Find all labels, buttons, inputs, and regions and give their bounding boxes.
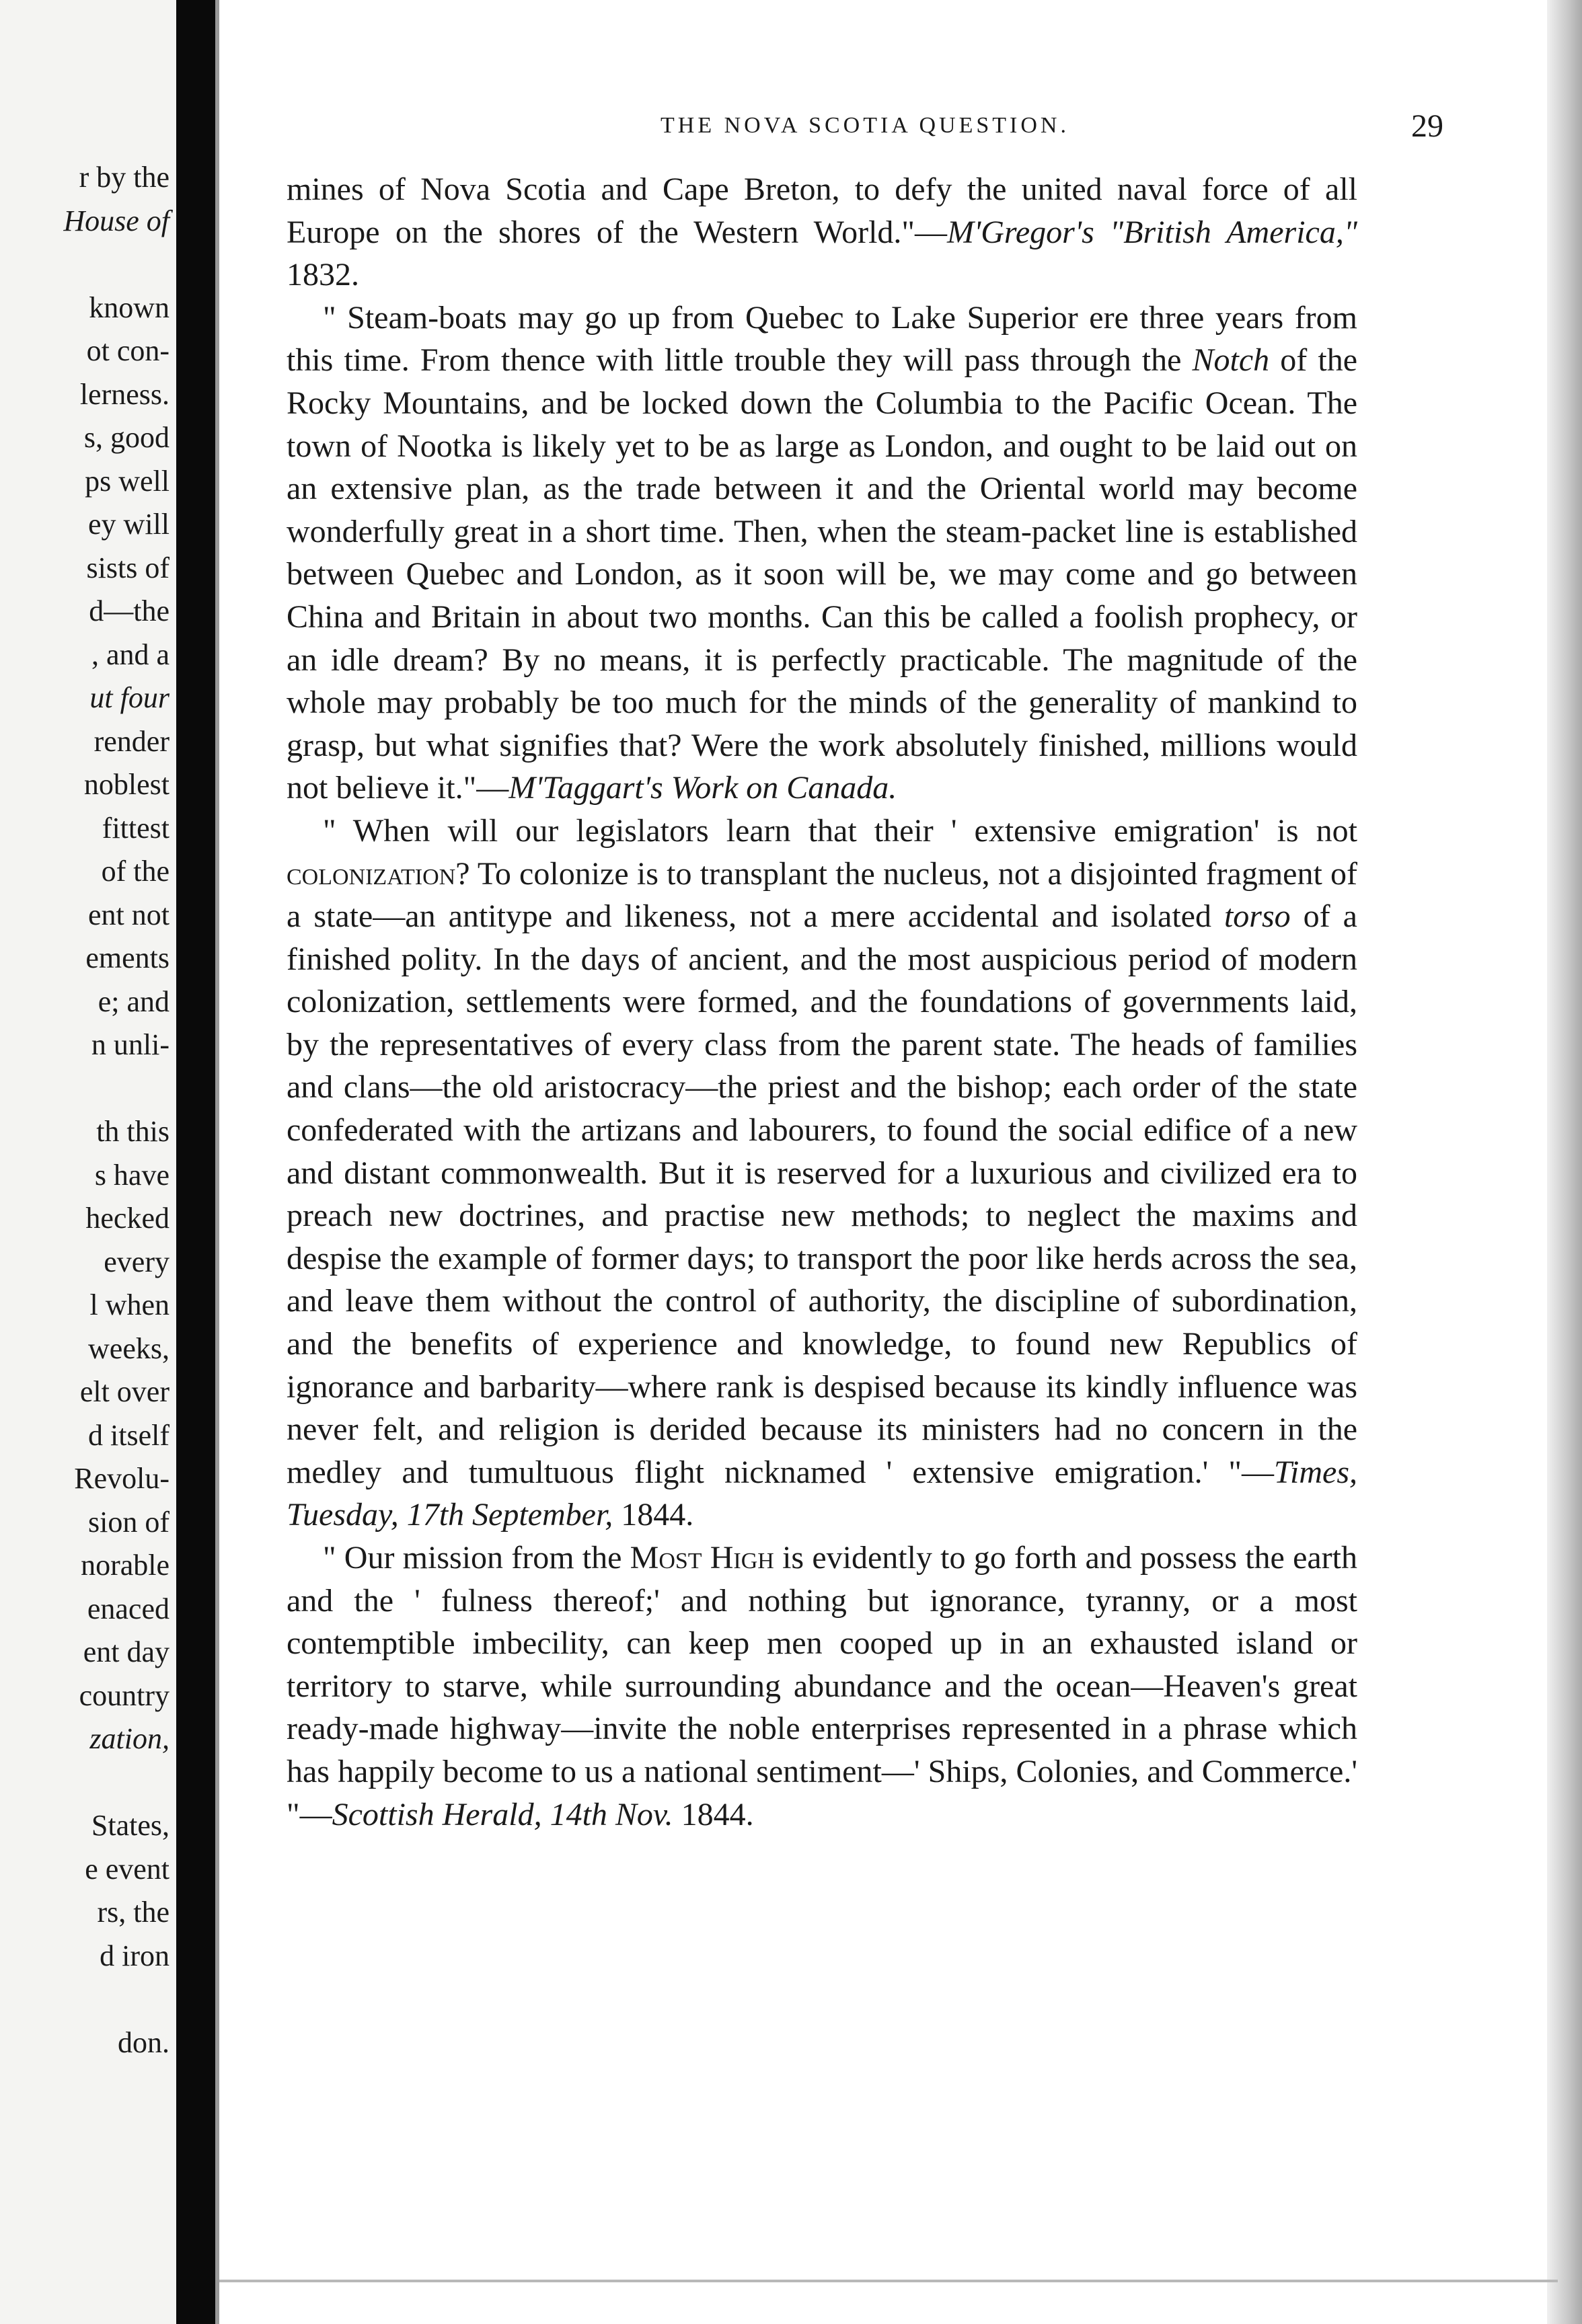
facing-page-line: th this — [96, 1115, 170, 1148]
emphasis: torso — [1223, 898, 1291, 935]
page-bottom-edge — [219, 2280, 1558, 2282]
facing-page-line: enaced — [87, 1592, 170, 1625]
text: " When will our legislators learn that their ' extensive emigration' is not — [323, 812, 1357, 849]
text: " Steam-boats may go up from Quebec to Lake Superior ere three years from this time. From thence with little trouble they will pass through the — [287, 299, 1357, 379]
text: 1844. — [613, 1497, 694, 1533]
facing-page-line: zation, — [89, 1722, 170, 1755]
text: 1832. — [287, 257, 359, 293]
page-number: 29 — [1411, 108, 1443, 144]
page-29 — [219, 0, 1547, 2280]
text: of a finished polity. In the days of ancient, and the most auspicious period of modern colonization, settlements were formed, and the foundations of governments laid, by the representatives of every class from the parent state. The heads of families and clans—the old aristocracy—the priest and the bishop; each order of the state confederated with the artizans and labourers, to found the social edifice of a new and distant commonwealth. But it is reserved for a luxurious and civilized era to preach new doctrines, and practise new methods; to neglect the maxims and despise the example of former days; to transport the poor like herds across the sea, and leave them without the control of authority, the discipline of subordination, and the benefits of experience and knowledge, to found new Republics of ignorance and barbarity—where rank is despised because its kindly influence was never felt, and religion is derided because its ministers had no concern in the medley and tumultuous flight nicknamed ' extensive emigration.' "— — [287, 898, 1357, 1490]
facing-page-line: ent not — [88, 898, 170, 931]
facing-page-line: sion of — [88, 1505, 170, 1539]
facing-page-line: sists of — [86, 551, 170, 584]
facing-page-line: ent day — [83, 1635, 170, 1668]
citation: M'Gregor's "British America," — [947, 214, 1358, 250]
facing-page-line: d—the — [89, 594, 170, 627]
text: 1844. — [673, 1796, 754, 1832]
facing-page-line: n unli- — [91, 1028, 170, 1061]
facing-page-line: , and a — [91, 637, 170, 671]
paragraph-continued — [287, 168, 1357, 297]
facing-page-line: d itself — [88, 1418, 170, 1452]
facing-page-line: noblest — [83, 768, 170, 801]
facing-page-line: don. — [118, 2025, 170, 2059]
facing-page-line: d iron — [100, 1939, 170, 1972]
small-caps-term: Most High — [630, 1540, 774, 1576]
facing-page-line: ot con- — [86, 334, 170, 367]
facing-page-line: norable — [81, 1549, 170, 1582]
emphasis: Notch — [1192, 342, 1270, 379]
facing-page-line: fittest — [102, 811, 170, 845]
facing-page-line: ut four — [89, 681, 170, 714]
facing-page-line: e; and — [98, 984, 170, 1018]
quote-paragraph — [287, 810, 1357, 1537]
text: of the Rocky Mountains, and be locked down the Columbia to the Pacific Ocean. The town of Nootka is likely yet to be as large as London, and ought to be laid out on an extensive plan, as the trade between it and the Oriental world may become wonderfully great in a short time. Then, when the steam-packet line is established between Quebec and London, as it soon will be, we may come and go between China and Britain in about two months. Can this be called a foolish prophecy, or an idle dream? By no means, it is perfectly practicable. The magnitude of the whole may probably be too much for the minds of the generality of mankind to grasp, but what signifies that? Were the work absolutely finished, millions would not believe it."— — [287, 342, 1358, 806]
text: mines of Nova Scotia and Cape Breton, to defy the united naval force of all Europe on the shores of the Western World."— — [287, 171, 1357, 250]
quote-paragraph — [287, 297, 1357, 810]
small-caps-term: colonization — [287, 855, 456, 892]
facing-page-line: Revolu- — [74, 1462, 170, 1495]
text: is evidently to go forth and possess the earth and the ' fulness thereof;' and nothing but ignorance, tyranny, or a most contemptible imbecility, can keep men cooped up in an exhausted island or territory to starve, while surrounding abundance and the ocean—Heaven's great ready-made highway—invite the noble enterprises represented in a phrase which has happily become to us a national sentiment—' Ships, Colonies, and Commerce.' "— — [287, 1540, 1357, 1832]
facing-page-line — [0, 1067, 176, 1111]
facing-page-line: of the — [101, 855, 170, 888]
running-head: THE NOVA SCOTIA QUESTION. — [661, 113, 1069, 138]
citation: Scottish Herald, 14th Nov. — [332, 1796, 673, 1832]
facing-page-line: s have — [94, 1158, 170, 1192]
facing-page-line: ey will — [88, 508, 170, 541]
facing-page-fragment — [0, 0, 176, 2324]
page-stack-edge — [1547, 0, 1582, 2324]
facing-page-line: rs, the — [97, 1896, 170, 1929]
facing-page-line: s, good — [83, 421, 170, 454]
facing-page-line: ps well — [85, 464, 170, 498]
book-gutter — [176, 0, 215, 2324]
facing-page-line: e event — [85, 1852, 170, 1886]
facing-page-line: House of — [63, 204, 170, 237]
facing-page-line: country — [79, 1678, 170, 1712]
facing-page-line — [0, 243, 176, 286]
facing-page-line: render — [93, 724, 170, 758]
quote-paragraph — [287, 1537, 1357, 1836]
text: " Our mission from the — [323, 1540, 630, 1576]
facing-page-line: known — [89, 290, 170, 324]
facing-page-line — [0, 1978, 176, 2021]
page-body — [287, 168, 1357, 1836]
facing-page-line: every — [104, 1245, 170, 1278]
facing-page-text — [0, 156, 176, 2064]
facing-page-line: ements — [85, 941, 170, 974]
text: ? To colonize is to transplant the nucleus, not a disjointed fragment of a state—an antitype and likeness, not a mere accidental and isolated — [287, 855, 1357, 935]
facing-page-line: hecked — [85, 1202, 170, 1235]
facing-page-line: States, — [91, 1809, 170, 1842]
facing-page-line: lerness. — [79, 377, 170, 411]
facing-page-line: l when — [89, 1288, 170, 1321]
facing-page-line: elt over — [79, 1375, 170, 1408]
citation: M'Taggart's Work on Canada. — [509, 770, 897, 806]
facing-page-line — [0, 1761, 176, 1805]
facing-page-line: r by the — [79, 161, 170, 194]
facing-page-line: weeks, — [88, 1331, 170, 1365]
citation: Times, Tuesday, 17th September, — [287, 1454, 1357, 1533]
page-header — [287, 108, 1443, 148]
